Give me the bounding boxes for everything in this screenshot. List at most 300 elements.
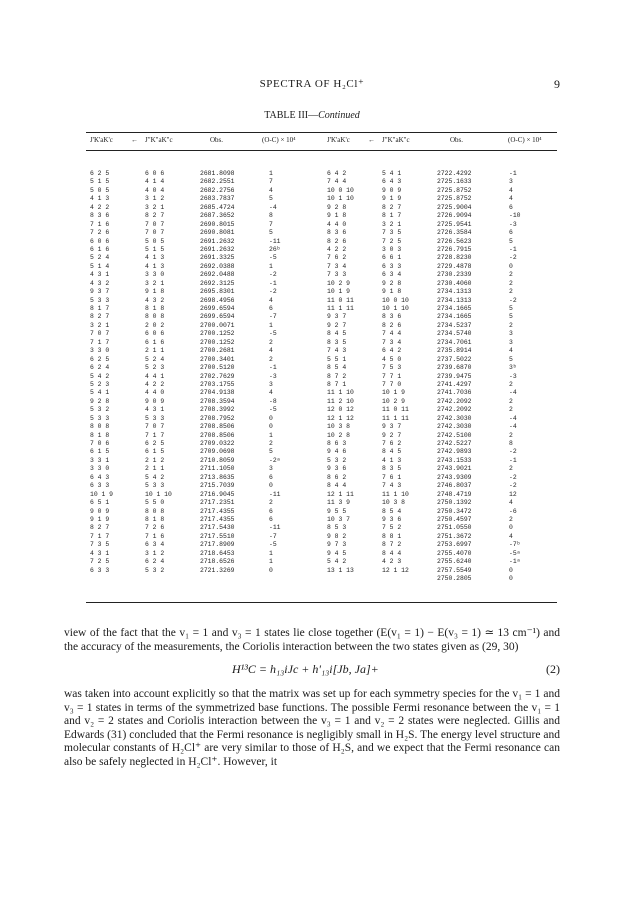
table-cell: 2741.7036 [437, 389, 472, 397]
table-cell: 2690.8081 [200, 229, 235, 237]
table-cell: 2700.1252 [200, 330, 235, 338]
page-header [0, 77, 624, 93]
table-cell: 5 3 2 [145, 566, 165, 574]
table-cell: -2 [509, 254, 517, 262]
table-cell: 2734.1313 [437, 288, 472, 296]
table-cell: 3 [509, 338, 513, 346]
table-cell: 8 1 7 [90, 305, 110, 312]
table-cell: -3 [509, 220, 517, 228]
table-cell: 2682.2551 [200, 178, 235, 186]
table-cell: 3 2 1 [382, 220, 402, 228]
table-cell: 2715.7039 [200, 482, 235, 490]
table-cell: 7 1 7 [90, 532, 110, 540]
col-header-obs-right: Obs. [450, 136, 464, 144]
table-cell: 9 1 9 [90, 515, 110, 523]
table-cell: 2717.8909 [200, 541, 235, 549]
table-cell: 10 3 7 [327, 515, 351, 523]
table-cell: -5 [269, 254, 277, 262]
table-cell: 7 [269, 220, 273, 228]
table-cell: 2746.8037 [437, 482, 472, 490]
table-cell: 12 1 11 [327, 490, 354, 498]
left-lower-state-column [145, 170, 172, 575]
table-cell: 6 2 4 [90, 364, 110, 372]
table-rule-bottom [86, 602, 557, 603]
table-cell: 2700.1252 [200, 338, 235, 346]
table-cell: 7 6 2 [382, 440, 402, 447]
table-cell: 3 3 0 [90, 465, 110, 473]
table-cell: 2708.8506 [200, 431, 235, 439]
table-cell: 4 3 1 [90, 549, 110, 557]
table-cell: 2726.7915 [437, 245, 472, 253]
table-title-label: TABLE III— [264, 110, 319, 121]
table-cell: 6 1 5 [90, 448, 110, 456]
table-cell: 7 [269, 178, 273, 186]
table-cell: 0 [509, 575, 513, 582]
table-cell: 2717.2351 [200, 499, 235, 507]
table-cell: 9 4 5 [327, 549, 347, 557]
table-cell: 0 [509, 566, 513, 574]
table-cell: -1 [509, 456, 517, 464]
table-cell: 2692.3125 [200, 279, 235, 287]
table-cell: 10 3 8 [327, 423, 351, 431]
table-cell: 6 3 3 [382, 262, 402, 270]
equation-expression: H¹³C = h₁₃iJc + h'₁₃i[Jb, Ja]+ [232, 662, 379, 676]
equation-number: (2) [546, 662, 560, 676]
left-residual-column [269, 170, 281, 575]
table-cell: 6 2 5 [145, 440, 165, 447]
table-cell: 5 [269, 229, 273, 237]
table-cell: 6 0 6 [145, 170, 165, 177]
table-cell: 2718.6453 [200, 549, 235, 557]
table-cell: 6 4 3 [382, 178, 402, 186]
table-cell: 2683.7837 [200, 195, 235, 203]
table-cell: 8 3 6 [382, 313, 402, 321]
table-cell: 3 [509, 330, 513, 338]
table-cell: 8 4 5 [327, 330, 347, 338]
table-cell: 8 2 6 [327, 237, 347, 245]
table-cell: 2742.2092 [437, 406, 472, 414]
table-cell: 7 5 3 [382, 364, 402, 372]
table-cell: 2730.2339 [437, 271, 472, 279]
table-cell: 3 [269, 380, 273, 388]
table-cell: 2717.4355 [200, 515, 235, 523]
table-cell: 10 1 10 [382, 305, 409, 312]
table-cell: 6 1 6 [145, 338, 165, 346]
table-cell: 6 2 5 [90, 355, 110, 363]
table-cell: -5 [269, 541, 277, 549]
table-cell: 0 [269, 566, 273, 574]
table-cell: 10 2 8 [327, 431, 351, 439]
table-cell: 2735.8914 [437, 347, 472, 355]
table-cell: 2 [509, 321, 513, 329]
table-cell: 6 4 2 [327, 170, 347, 177]
table-cell: -11 [269, 490, 281, 498]
table-cell: 6 3 4 [382, 271, 402, 279]
table-cell: 8 1 7 [382, 212, 402, 220]
table-cell: 2734.5237 [437, 321, 472, 329]
table-cell: 2742.5100 [437, 431, 472, 439]
table-cell: 6 [269, 515, 273, 523]
col-header-upper-right: J'K'aK'c [327, 136, 350, 144]
table-cell: 4 1 3 [145, 262, 165, 270]
table-cell: 7 1 7 [145, 431, 165, 439]
table-cell: 6 [269, 473, 273, 481]
table-cell: 2 [509, 515, 513, 523]
table-cell: 8 4 4 [382, 549, 402, 557]
table-cell: 11 3 9 [327, 499, 351, 507]
col-header-arrow-left: ← [131, 136, 138, 144]
table-title [0, 110, 624, 121]
table-cell: 2687.3652 [200, 212, 235, 220]
table-cell: 2750.1392 [437, 499, 472, 507]
table-cell: 5 4 2 [90, 372, 110, 380]
table-column-headers [0, 136, 624, 149]
col-header-lower-right: J"K"aK"c [382, 136, 410, 144]
table-cell: -1 [269, 279, 277, 287]
table-cell: -3 [509, 372, 517, 380]
table-cell: 2748.4719 [437, 490, 472, 498]
table-cell: 2730.4060 [437, 279, 472, 287]
table-cell: 4 [269, 389, 273, 397]
table-cell: 5 3 3 [90, 414, 110, 422]
table-cell: 8 3 6 [90, 212, 110, 220]
table-cell: 4 3 2 [90, 279, 110, 287]
table-cell: 5 1 4 [90, 262, 110, 270]
table-cell: 7 1 6 [90, 220, 110, 228]
table-cell: -2 [509, 482, 517, 490]
table-cell: 6 5 1 [90, 499, 110, 507]
table-cell: -5 [269, 330, 277, 338]
table-cell: 9 0 9 [145, 397, 165, 405]
left-upper-state-column [90, 170, 113, 575]
table-cell: 2737.5022 [437, 355, 472, 363]
table-cell: 7 3 5 [90, 541, 110, 549]
table-cell: 2692.0488 [200, 271, 235, 279]
table-cell: 2742.5227 [437, 440, 472, 447]
table-cell: 5 1 5 [90, 178, 110, 186]
left-observed-column [200, 170, 235, 575]
table-cell: 2 [509, 271, 513, 279]
table-cell: 2699.6594 [200, 305, 235, 312]
table-cell: 4 2 2 [90, 203, 110, 211]
table-cell: 10 3 8 [382, 499, 406, 507]
table-cell: 1 [269, 262, 273, 270]
table-cell: 9 7 3 [327, 541, 347, 549]
table-cell: 7 1 6 [145, 532, 165, 540]
table-cell: 9 2 7 [382, 431, 402, 439]
table-cell: 10 0 10 [327, 186, 354, 194]
table-cell: -3 [269, 372, 277, 380]
table-cell: 2 [509, 397, 513, 405]
table-cell: 9 3 7 [382, 423, 402, 431]
table-cell: 7 4 4 [382, 330, 402, 338]
table-cell: 12 [509, 490, 517, 498]
table-cell: 2725.9004 [437, 203, 472, 211]
table-cell: 2699.6594 [200, 313, 235, 321]
table-cell: 2726.9094 [437, 212, 472, 220]
table-cell: 4 4 1 [145, 372, 165, 380]
table-cell: 1 [269, 558, 273, 566]
table-cell: 2725.1633 [437, 178, 472, 186]
table-cell: 7 3 3 [327, 271, 347, 279]
table-cell: 2700.3401 [200, 355, 235, 363]
table-cell: 11 0 11 [327, 296, 354, 304]
table-cell: 5 2 3 [90, 380, 110, 388]
right-upper-state-column [327, 170, 354, 575]
table-cell: 7 3 4 [382, 338, 402, 346]
table-cell: 2734.1313 [437, 296, 472, 304]
right-residual-column [509, 170, 521, 583]
table-cell: 5 0 5 [90, 186, 110, 194]
table-cell: -4 [509, 389, 517, 397]
table-cell: 2729.4878 [437, 262, 472, 270]
table-cell: 8 2 7 [382, 203, 402, 211]
table-cell: 10 1 10 [327, 195, 354, 203]
table-cell: 5 3 3 [145, 414, 165, 422]
table-cell: 4 [269, 347, 273, 355]
table-cell: 2 [269, 440, 273, 447]
table-cell: 4 2 3 [382, 558, 402, 566]
table-cell: 2704.9138 [200, 389, 235, 397]
table-cell: 6 [509, 203, 513, 211]
table-cell: 4 [269, 186, 273, 194]
table-cell: 5 3 2 [327, 456, 347, 464]
table-cell: 2742.2092 [437, 397, 472, 405]
table-cell: 2 [509, 431, 513, 439]
table-cell: 8 4 5 [382, 448, 402, 456]
table-cell: 8 3 5 [327, 338, 347, 346]
table-cell: -7 [269, 313, 277, 321]
table-cell: 5 [509, 355, 513, 363]
table-cell: -7ᵇ [509, 541, 521, 549]
table-cell: 3 1 2 [145, 195, 165, 203]
table-cell: 2 [269, 355, 273, 363]
table-cell: -7 [269, 532, 277, 540]
table-cell: 3 2 1 [145, 279, 165, 287]
table-cell: 2725.8752 [437, 186, 472, 194]
table-cell: 11 2 10 [327, 397, 354, 405]
table-cell: 10 2 9 [382, 397, 406, 405]
table-cell: 2721.3269 [200, 566, 235, 574]
table-cell: -5 [269, 406, 277, 414]
table-cell: 2716.9045 [200, 490, 235, 498]
table-cell: 6 2 4 [145, 558, 165, 566]
table-cell: 7 4 3 [327, 347, 347, 355]
table-cell: 5 5 1 [327, 355, 347, 363]
table-cell: 6 4 2 [382, 347, 402, 355]
table-cell: 5 3 3 [90, 296, 110, 304]
table-cell: 11 1 10 [382, 490, 409, 498]
table-cell: 4 1 3 [382, 456, 402, 464]
table-cell: 6 [269, 305, 273, 312]
table-cell: -11 [269, 524, 281, 532]
table-cell: 8 2 7 [90, 524, 110, 532]
table-cell: 6 3 3 [90, 566, 110, 574]
table-cell: 4 [509, 195, 513, 203]
table-cell: 2750.4597 [437, 515, 472, 523]
table-cell: 7 2 6 [145, 524, 165, 532]
table-cell: 12 1 12 [382, 566, 409, 574]
table-cell: 2700.5120 [200, 364, 235, 372]
table-cell: 7 3 5 [382, 229, 402, 237]
table-cell: 4 2 2 [145, 380, 165, 388]
table-cell: 8 1 8 [90, 431, 110, 439]
table-cell: 4 5 0 [382, 355, 402, 363]
table-cell: 0 [509, 524, 513, 532]
table-cell: 7 2 5 [382, 237, 402, 245]
table-cell: 7 2 5 [90, 558, 110, 566]
table-cell: 8 8 1 [382, 532, 402, 540]
page-number: 9 [554, 77, 560, 91]
table-cell: 6 1 5 [145, 448, 165, 456]
table-cell: -4 [269, 203, 277, 211]
table-cell: 2713.8635 [200, 473, 235, 481]
table-cell: 2 [269, 499, 273, 507]
table-cell: 2742.3030 [437, 423, 472, 431]
running-head: SPECTRA OF H₂Cl⁺ [259, 78, 365, 90]
table-cell: 8 [509, 440, 513, 447]
table-cell: 2692.0388 [200, 262, 235, 270]
table-cell: 4 4 0 [145, 389, 165, 397]
table-cell: 0 [269, 423, 273, 431]
table-cell: 3 2 1 [145, 203, 165, 211]
table-cell: 2685.4724 [200, 203, 235, 211]
table-cell: 2695.8301 [200, 288, 235, 296]
table-cell: 3 2 1 [90, 321, 110, 329]
table-cell: 9 3 7 [327, 313, 347, 321]
table-cell: 2 [509, 465, 513, 473]
table-cell: 8 7 2 [382, 541, 402, 549]
table-cell: 5 [509, 237, 513, 245]
table-cell: 5 [509, 313, 513, 321]
table-cell: 3ᵇ [509, 364, 517, 372]
table-cell: 6 0 6 [90, 237, 110, 245]
table-cell: -2 [509, 448, 517, 456]
table-cell: -2 [509, 473, 517, 481]
table-cell: 8 2 7 [145, 212, 165, 220]
table-cell: 2726.5623 [437, 237, 472, 245]
table-title-continued: Continued [318, 110, 360, 121]
table-cell: 2742.9893 [437, 448, 472, 456]
table-rule-top [86, 132, 557, 133]
table-cell: 8 6 3 [327, 440, 347, 447]
table-cell: 1 [269, 170, 273, 177]
table-cell: -1 [269, 364, 277, 372]
table-cell: 8 [269, 212, 273, 220]
table-cell: 6 6 1 [382, 254, 402, 262]
right-lower-state-column [382, 170, 409, 575]
table-cell: 2717.5430 [200, 524, 235, 532]
table-cell: 9 3 6 [327, 465, 347, 473]
table-cell: 7 0 7 [90, 330, 110, 338]
col-header-upper-left: J'K'aK'c [90, 136, 113, 144]
table-cell: 2690.8015 [200, 220, 235, 228]
table-cell: 2741.4297 [437, 380, 472, 388]
table-cell: -2 [269, 288, 277, 296]
table-cell: 4 [509, 532, 513, 540]
table-cell: 4 3 1 [145, 406, 165, 414]
table-cell: 4 1 4 [145, 178, 165, 186]
table-cell: 2755.4070 [437, 549, 472, 557]
table-cell: 9 2 7 [327, 321, 347, 329]
table-cell: 4 1 3 [145, 254, 165, 262]
table-cell: 7 5 2 [382, 524, 402, 532]
table-cell: 2734.7061 [437, 338, 472, 346]
table-cell: 2 [509, 380, 513, 388]
table-cell: 2682.2756 [200, 186, 235, 194]
table-cell: 8 4 4 [327, 482, 347, 490]
table-cell: 2743.9309 [437, 473, 472, 481]
table-cell: 2 [509, 406, 513, 414]
table-cell: 4 4 0 [327, 220, 347, 228]
table-cell: 9 2 8 [382, 279, 402, 287]
table-rule-middle [86, 150, 557, 151]
table-cell: 5 0 5 [145, 237, 165, 245]
table-cell: 11 0 11 [382, 406, 409, 414]
table-cell: 4 [509, 499, 513, 507]
table-cell: 2739.6870 [437, 364, 472, 372]
table-cell: 2717.5510 [200, 532, 235, 540]
table-cell: 2755.6240 [437, 558, 472, 566]
table-cell: 10 2 9 [327, 279, 351, 287]
table-cell: 10 1 9 [90, 490, 114, 498]
table-cell: -4 [509, 423, 517, 431]
table-cell: 6 [269, 507, 273, 515]
table-cell: 6 0 6 [145, 330, 165, 338]
table-cell: 11 1 10 [327, 389, 354, 397]
table-cell: -2 [269, 271, 277, 279]
table-cell: 7 6 1 [382, 473, 402, 481]
table-cell: 2702.7629 [200, 372, 235, 380]
table-cell: 11 1 11 [382, 414, 409, 422]
table-cell: 5 5 0 [145, 499, 165, 507]
table-cell: 5 [269, 195, 273, 203]
col-header-lower-left: J"K"aK"c [145, 136, 173, 144]
table-cell: 7 0 7 [145, 220, 165, 228]
table-cell: 7 2 6 [90, 229, 110, 237]
table-cell: 2709.0698 [200, 448, 235, 456]
table-cell: 8 0 8 [145, 507, 165, 515]
table-cell: 2750.2805 [437, 575, 472, 582]
table-cell: 9 1 8 [382, 288, 402, 296]
table-cell: 7 7 1 [382, 372, 402, 380]
table-cell: 8 3 5 [382, 465, 402, 473]
table-cell: 5 4 2 [145, 473, 165, 481]
table-cell: 4 [269, 296, 273, 304]
table-cell: 4 0 4 [145, 186, 165, 194]
table-cell: -5ᵃ [509, 549, 521, 557]
col-header-oc-left: (O-C) × 10⁴ [262, 136, 296, 144]
table-cell: 2725.8752 [437, 195, 472, 203]
table-cell: -4 [509, 414, 517, 422]
table-cell: 2691.3325 [200, 254, 235, 262]
table-cell: 7 4 4 [327, 178, 347, 186]
table-cell: 7 4 3 [382, 482, 402, 490]
table-cell: 3 [269, 465, 273, 473]
table-cell: 2691.2632 [200, 237, 235, 245]
table-cell: 6 [509, 229, 513, 237]
table-cell: 2751.0550 [437, 524, 472, 532]
table-cell: 6 1 6 [90, 245, 110, 253]
paragraph-coriolis: view of the fact that the v₁ = 1 and v₃ = 1 states lie close together (E(v₁ = 1) − E(v₃ = 1) ≃ 13 cm⁻¹) and the accuracy of the measurements, the Coriolis interaction between the two states given as (29, 30) [64, 627, 560, 653]
table-cell: 2 [509, 288, 513, 296]
table-cell: 6 3 3 [90, 482, 110, 490]
table-cell: 10 1 9 [382, 389, 406, 397]
table-cell: 8 1 8 [145, 305, 165, 312]
table-cell: 9 1 9 [382, 195, 402, 203]
table-cell: -1ᵃ [509, 558, 521, 566]
table-cell: 4 [509, 186, 513, 194]
